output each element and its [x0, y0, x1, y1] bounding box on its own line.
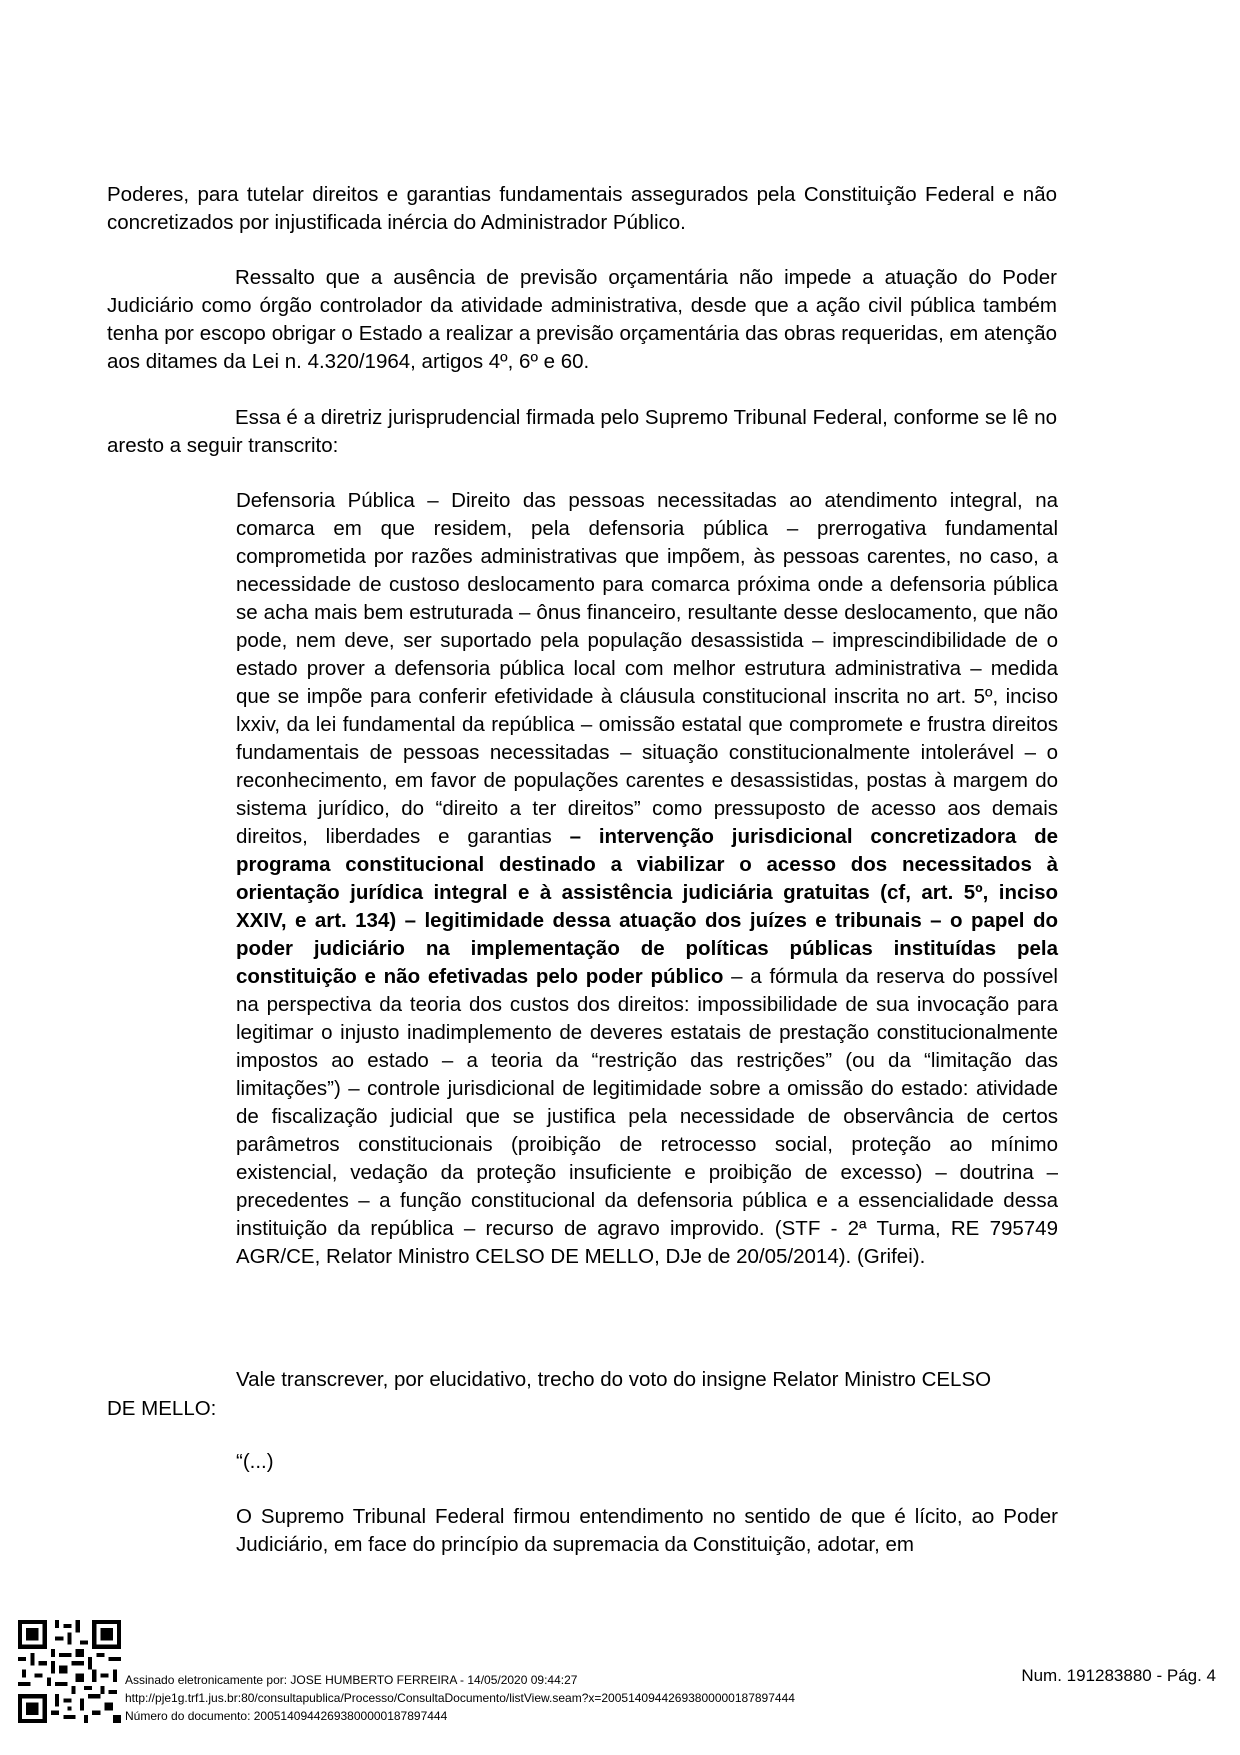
quote-bold-text: – intervenção jurisdicional concretizadora de programa constitucional destinado a viabilizar o acesso dos necessitados à orientação jurídica integral e à assistência judiciária gratuitas (cf, art. 5º, inciso XXIV, e art. 134) – legitimidade dessa atuação dos juízes e tribunais – o papel do poder judiciário na implementação de políticas públicas instituídas pela constituição e não efetivadas pelo poder público — [236, 825, 1059, 988]
paragraph-4-line-1: Vale transcrever, por elucidativo, trecho do voto do insigne Relator Ministro CELSO — [236, 1368, 992, 1391]
paragraph-1: Poderes, para tutelar direitos e garantias fundamentais assegurados pela Constituição Federal e não concretizados por injustificada inércia do Administrador Público. — [107, 183, 1057, 234]
footer-document-number: Número do documento: 20051409442693800000187897444 — [125, 1709, 448, 1723]
paragraph-6: O Supremo Tribunal Federal firmou entendimento no sentido de que é lícito, ao Poder Judiciário, em face do princípio da supremacia da Constituição, adotar, em — [236, 1505, 1058, 1556]
quote-text-1: Defensoria Pública – Direito das pessoas necessitadas ao atendimento integral, na comarca em que residem, pela defensoria pública – prerrogativa fundamental comprometida por razões administrativas que impõem, às pessoas carentes, no caso, a necessidade de custoso deslocamento para comarca próxima onde a defensoria pública se acha mais bem estruturada – ônus financeiro, resultante desse deslocamento, que não pode, nem deve, ser suportado pela população desassistida – imprescindibilidade de o estado prover a defensoria pública local com melhor estrutura administrativa – medida que se impõe para conferir efetividade à cláusula constitucional inscrita no art. 5º, inciso lxxiv, da lei fundamental da república – omissão estatal que compromete e frustra direitos fundamentais de pessoas necessitadas – situação constitucionalmente intolerável – o reconhecimento, em favor de populações carentes e desassistidas, postas à margem do sistema jurídico, do “direito a ter direitos” como pressuposto de acesso aos demais direitos, liberdades e garantias — [236, 489, 1058, 848]
quote-text-2: – a fórmula da reserva do possível na perspectiva da teoria dos custos dos direitos: impossibilidade de sua invocação para legitimar o injusto inadimplemento de deveres estatais de prestação constitucionalmente impostos ao estado – a teoria da “restrição das restrições” (ou da “limitação das limitações”) – controle jurisdicional de legitimidade sobre a omissão do estado: atividade de fiscalização judicial que se justifica pela necessidade de observância de certos parâmetros constitucionais (proibição de retrocesso social, proteção ao mínimo existencial, vedação da proteção insuficiente e proibição de excesso) – doutrina – precedentes – a função constitucional da defensoria pública e a essencialidade dessa instituição da república – recurso de agravo improvido. (STF - 2ª Turma, RE 795749 AGR/CE, Relator Ministro CELSO DE MELLO, DJe de 20/05/2014). (Grifei). — [236, 965, 1058, 1268]
quoted-ruling — [236, 487, 1058, 1271]
footer-url-link[interactable]: http://pje1g.trf1.jus.br:80/consultapublica/Processo/ConsultaDocumento/listView.seam?x=20051409442693800000187897444 — [125, 1691, 795, 1705]
page-number: Num. 191283880 - Pág. 4 — [1021, 1666, 1216, 1685]
paragraph-5: “(...) — [236, 1450, 274, 1473]
qr-code-image — [18, 1620, 121, 1723]
footer-signature: Assinado eletronicamente por: JOSE HUMBERTO FERREIRA - 14/05/2020 09:44:27 — [125, 1673, 578, 1687]
paragraph-3: Essa é a diretriz jurisprudencial firmada pelo Supremo Tribunal Federal, conforme se lê no aresto a seguir transcrito: — [107, 406, 1057, 457]
paragraph-4-line-2: DE MELLO: — [107, 1397, 217, 1420]
paragraph-2: Ressalto que a ausência de previsão orçamentária não impede a atuação do Poder Judiciário como órgão controlador da atividade administrativa, desde que a ação civil pública também tenha por escopo obrigar o Estado a realizar a previsão orçamentária das obras requeridas, em atenção aos ditames da Lei n. 4.320/1964, artigos 4º, 6º e 60. — [107, 266, 1057, 373]
